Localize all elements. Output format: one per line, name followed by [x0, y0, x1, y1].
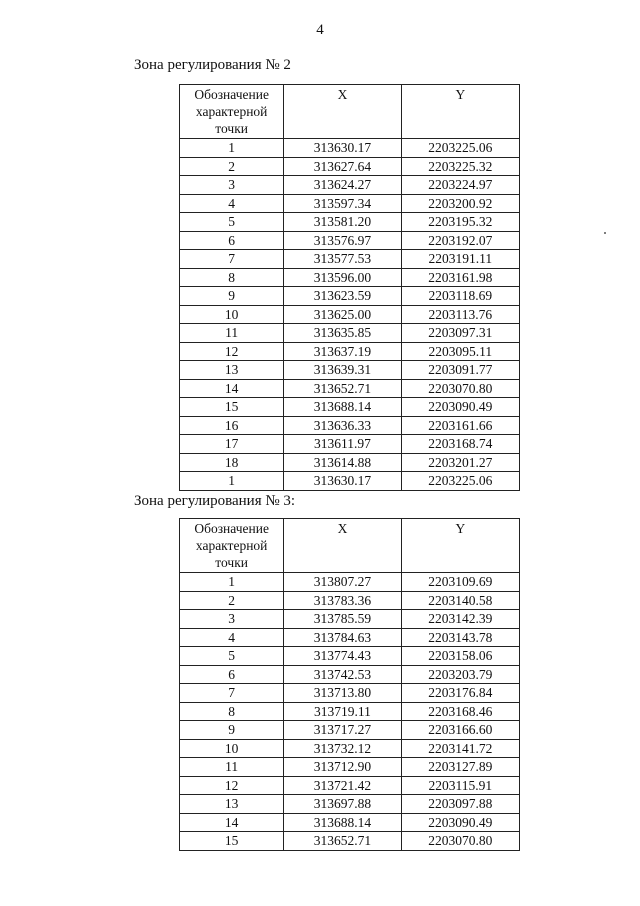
cell-x: 313712.90: [284, 758, 401, 777]
cell-point: 16: [180, 416, 284, 435]
cell-point: 9: [180, 721, 284, 740]
cell-y: 2203141.72: [401, 739, 519, 758]
table-row: [180, 795, 520, 814]
cell-x: 313719.11: [284, 702, 401, 721]
table-row: [180, 324, 520, 343]
cell-y: 2203192.07: [401, 231, 519, 250]
cell-y: 2203095.11: [401, 342, 519, 361]
cell-x: 313597.34: [284, 194, 401, 213]
table-row: [180, 435, 520, 454]
cell-y: 2203140.58: [401, 591, 519, 610]
cell-y: 2203168.46: [401, 702, 519, 721]
cell-point: 15: [180, 832, 284, 851]
table-row: [180, 361, 520, 380]
cell-x: 313596.00: [284, 268, 401, 287]
table-row: [180, 721, 520, 740]
cell-point: 6: [180, 665, 284, 684]
cell-x: 313624.27: [284, 176, 401, 195]
table-row: [180, 342, 520, 361]
header-y: Y: [401, 519, 519, 573]
zone-3-title: Зона регулирования № 3:: [134, 493, 296, 509]
cell-x: 313637.19: [284, 342, 401, 361]
cell-x: 313577.53: [284, 250, 401, 269]
cell-point: 13: [180, 361, 284, 380]
cell-x: 313688.14: [284, 813, 401, 832]
cell-y: 2203127.89: [401, 758, 519, 777]
table-row: [180, 573, 520, 592]
cell-y: 2203191.11: [401, 250, 519, 269]
header-x: X: [284, 519, 401, 573]
cell-point: 11: [180, 324, 284, 343]
table-row: [180, 628, 520, 647]
cell-point: 7: [180, 250, 284, 269]
header-point-designation: Обозначение характерной точки: [180, 85, 284, 139]
cell-y: 2203070.80: [401, 832, 519, 851]
table-row: [180, 665, 520, 684]
table-row: [180, 739, 520, 758]
cell-y: 2203200.92: [401, 194, 519, 213]
table-row: [180, 213, 520, 232]
cell-point: 2: [180, 591, 284, 610]
table-row: [180, 231, 520, 250]
cell-point: 7: [180, 684, 284, 703]
cell-x: 313630.17: [284, 472, 401, 491]
cell-y: 2203142.39: [401, 610, 519, 629]
cell-point: 1: [180, 472, 284, 491]
cell-point: 1: [180, 139, 284, 158]
table-row: [180, 398, 520, 417]
cell-point: 12: [180, 342, 284, 361]
table-row: [180, 416, 520, 435]
table-row: [180, 591, 520, 610]
cell-y: 2203203.79: [401, 665, 519, 684]
cell-y: 2203225.32: [401, 157, 519, 176]
cell-y: 2203225.06: [401, 139, 519, 158]
table-row: [180, 832, 520, 851]
cell-point: 10: [180, 305, 284, 324]
cell-point: 12: [180, 776, 284, 795]
cell-x: 313639.31: [284, 361, 401, 380]
table-row: [180, 472, 520, 491]
cell-point: 14: [180, 379, 284, 398]
cell-y: 2203158.06: [401, 647, 519, 666]
cell-point: 6: [180, 231, 284, 250]
cell-y: 2203090.49: [401, 813, 519, 832]
cell-y: 2203161.98: [401, 268, 519, 287]
cell-y: 2203090.49: [401, 398, 519, 417]
cell-point: 8: [180, 268, 284, 287]
cell-x: 313807.27: [284, 573, 401, 592]
zone-2-coordinates-table: [179, 84, 520, 491]
cell-x: 313614.88: [284, 453, 401, 472]
cell-point: 8: [180, 702, 284, 721]
cell-x: 313774.43: [284, 647, 401, 666]
cell-y: 2203097.31: [401, 324, 519, 343]
cell-y: 2203143.78: [401, 628, 519, 647]
cell-y: 2203195.32: [401, 213, 519, 232]
cell-point: 10: [180, 739, 284, 758]
cell-y: 2203201.27: [401, 453, 519, 472]
cell-x: 313611.97: [284, 435, 401, 454]
table-row: [180, 647, 520, 666]
cell-point: 5: [180, 213, 284, 232]
header-y: Y: [401, 85, 519, 139]
cell-point: 18: [180, 453, 284, 472]
cell-x: 313785.59: [284, 610, 401, 629]
header-x: X: [284, 85, 401, 139]
cell-y: 2203168.74: [401, 435, 519, 454]
cell-point: 11: [180, 758, 284, 777]
cell-x: 313636.33: [284, 416, 401, 435]
cell-x: 313732.12: [284, 739, 401, 758]
cell-x: 313652.71: [284, 379, 401, 398]
cell-y: 2203109.69: [401, 573, 519, 592]
table-row: [180, 305, 520, 324]
cell-y: 2203224.97: [401, 176, 519, 195]
table-row: [180, 702, 520, 721]
cell-x: 313623.59: [284, 287, 401, 306]
table-row: [180, 176, 520, 195]
cell-x: 313581.20: [284, 213, 401, 232]
cell-y: 2203176.84: [401, 684, 519, 703]
cell-x: 313783.36: [284, 591, 401, 610]
table-row: [180, 250, 520, 269]
cell-point: 4: [180, 628, 284, 647]
cell-x: 313688.14: [284, 398, 401, 417]
cell-x: 313721.42: [284, 776, 401, 795]
cell-point: 1: [180, 573, 284, 592]
cell-point: 3: [180, 176, 284, 195]
cell-x: 313625.00: [284, 305, 401, 324]
table-row: [180, 379, 520, 398]
cell-y: 2203091.77: [401, 361, 519, 380]
cell-x: 313630.17: [284, 139, 401, 158]
cell-point: 3: [180, 610, 284, 629]
table-header-row: [180, 85, 520, 139]
cell-x: 313784.63: [284, 628, 401, 647]
table-row: [180, 813, 520, 832]
cell-point: 2: [180, 157, 284, 176]
table-row: [180, 287, 520, 306]
cell-point: 15: [180, 398, 284, 417]
table-row: [180, 194, 520, 213]
cell-point: 14: [180, 813, 284, 832]
table-row: [180, 776, 520, 795]
table-row: [180, 139, 520, 158]
cell-point: 5: [180, 647, 284, 666]
table-row: [180, 453, 520, 472]
cell-y: 2203166.60: [401, 721, 519, 740]
zone-3-coordinates-table: [179, 518, 520, 851]
cell-x: 313627.64: [284, 157, 401, 176]
scan-speck: [604, 232, 606, 234]
table-row: [180, 610, 520, 629]
cell-x: 313576.97: [284, 231, 401, 250]
cell-x: 313635.85: [284, 324, 401, 343]
cell-y: 2203161.66: [401, 416, 519, 435]
header-point-designation: Обозначение характерной точки: [180, 519, 284, 573]
cell-point: 9: [180, 287, 284, 306]
cell-y: 2203225.06: [401, 472, 519, 491]
cell-y: 2203113.76: [401, 305, 519, 324]
table-row: [180, 758, 520, 777]
cell-x: 313697.88: [284, 795, 401, 814]
zone-2-title: Зона регулирования № 2: [134, 57, 291, 73]
cell-point: 4: [180, 194, 284, 213]
table-row: [180, 684, 520, 703]
cell-point: 13: [180, 795, 284, 814]
cell-x: 313652.71: [284, 832, 401, 851]
cell-y: 2203097.88: [401, 795, 519, 814]
cell-y: 2203115.91: [401, 776, 519, 795]
cell-y: 2203070.80: [401, 379, 519, 398]
table-header-row: [180, 519, 520, 573]
table-row: [180, 157, 520, 176]
page-number: 4: [316, 22, 324, 38]
cell-x: 313713.80: [284, 684, 401, 703]
table-row: [180, 268, 520, 287]
cell-y: 2203118.69: [401, 287, 519, 306]
cell-point: 17: [180, 435, 284, 454]
cell-x: 313717.27: [284, 721, 401, 740]
cell-x: 313742.53: [284, 665, 401, 684]
